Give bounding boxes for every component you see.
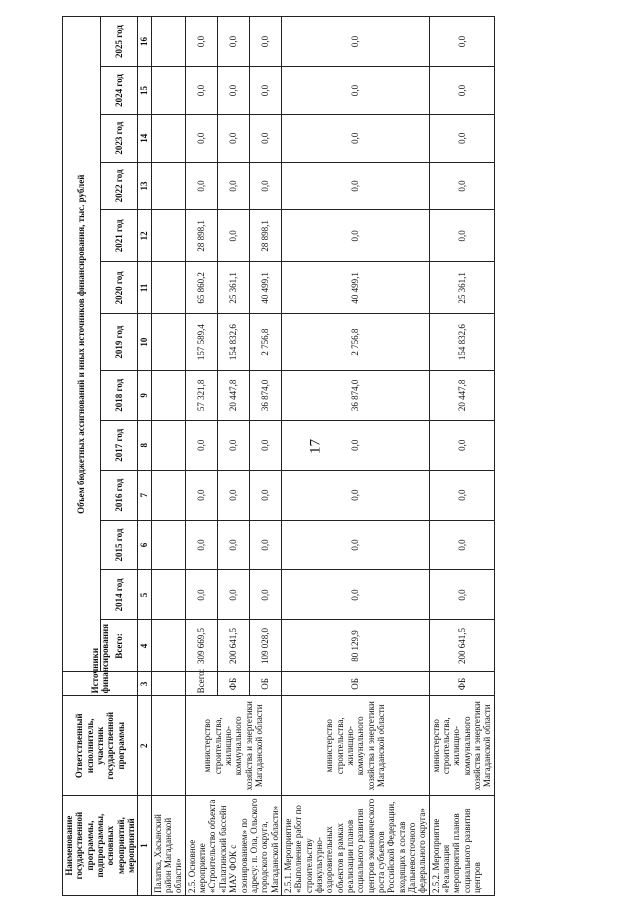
page-number: 17 bbox=[307, 439, 324, 454]
column-number: 12 bbox=[138, 210, 151, 262]
row-value: 0,0 bbox=[249, 114, 281, 162]
row-name: 2.5. Основное мероприятие «Строительство объекта «Палатинский бассейн МАУ ФОК с озонированием» по адресу: п. Ола, Ольского городского округа, Магаданской области» bbox=[185, 796, 281, 896]
row-value bbox=[151, 314, 185, 370]
row-value bbox=[151, 162, 185, 210]
column-number: 14 bbox=[138, 114, 151, 162]
row-source: Всего: bbox=[185, 672, 217, 696]
column-number: 9 bbox=[138, 370, 151, 420]
row-value: 0,0 bbox=[281, 570, 429, 620]
row-value bbox=[151, 114, 185, 162]
row-value bbox=[151, 520, 185, 570]
row-value: 2 756,8 bbox=[249, 314, 281, 370]
row-value: 0,0 bbox=[429, 162, 494, 210]
row-value: 20 447,8 bbox=[429, 370, 494, 420]
row-value: 0,0 bbox=[249, 420, 281, 470]
row-value: 0,0 bbox=[217, 520, 249, 570]
column-number: 6 bbox=[138, 520, 151, 570]
row-value: 0,0 bbox=[429, 520, 494, 570]
column-number: 4 bbox=[138, 620, 151, 672]
row-value: 40 499,1 bbox=[249, 262, 281, 314]
row-executor: министерство строительства, жилищно-коммунального хозяйства и энергетики Магаданской области bbox=[185, 696, 281, 796]
header-year: 2021 год bbox=[100, 210, 138, 262]
row-value: 36 874,0 bbox=[281, 370, 429, 420]
row-value bbox=[151, 570, 185, 620]
row-value: 0,0 bbox=[217, 114, 249, 162]
row-name: Палатка, Хасынский район Магаданской области» bbox=[151, 796, 185, 896]
row-value bbox=[151, 262, 185, 314]
header-year: 2024 год bbox=[100, 67, 138, 115]
row-value: 157 589,4 bbox=[185, 314, 217, 370]
column-number: 1 bbox=[138, 796, 151, 896]
column-number: 5 bbox=[138, 570, 151, 620]
row-value: 28 898,1 bbox=[249, 210, 281, 262]
row-total: 80 129,9 bbox=[281, 620, 429, 672]
row-value: 0,0 bbox=[281, 114, 429, 162]
row-executor bbox=[151, 696, 185, 796]
row-value: 0,0 bbox=[249, 570, 281, 620]
row-value: 28 898,1 bbox=[185, 210, 217, 262]
column-number: 16 bbox=[138, 17, 151, 67]
row-value: 0,0 bbox=[217, 162, 249, 210]
row-value bbox=[151, 67, 185, 115]
header-name: Наименование государственной программы, подпрограммы, основных мероприятий, мероприятий bbox=[63, 796, 138, 896]
row-value: 0,0 bbox=[217, 67, 249, 115]
row-value: 0,0 bbox=[429, 17, 494, 67]
row-value: 0,0 bbox=[249, 520, 281, 570]
row-value: 0,0 bbox=[281, 420, 429, 470]
table-row bbox=[281, 17, 429, 896]
row-value: 0,0 bbox=[217, 470, 249, 520]
header-executor: Ответственный исполнитель, участник государственной программы bbox=[63, 696, 138, 796]
header-source: Источники финансирования bbox=[63, 672, 138, 696]
row-total: 200 641,5 bbox=[217, 620, 249, 672]
row-value: 0,0 bbox=[185, 67, 217, 115]
row-executor: министерство строительства, жилищно-коммунального хозяйства и энергетики Магаданской области bbox=[429, 696, 494, 796]
header-total: Всего: bbox=[100, 620, 138, 672]
header-year: 2015 год bbox=[100, 520, 138, 570]
row-value: 0,0 bbox=[217, 570, 249, 620]
row-value: 0,0 bbox=[185, 570, 217, 620]
row-total: 309 669,5 bbox=[185, 620, 217, 672]
row-value: 0,0 bbox=[429, 570, 494, 620]
row-total bbox=[151, 620, 185, 672]
row-value: 154 832,6 bbox=[217, 314, 249, 370]
row-name: 2.5.1. Мероприятие «Выполнение работ по строительству физкультурно-оздоровительных объектов в рамках реализации планов социального развития центров экономического роста субъектов Российской Федерации, входящих в состав Дальневосточного федерального округа» bbox=[281, 796, 429, 896]
row-value: 0,0 bbox=[185, 162, 217, 210]
row-value bbox=[151, 370, 185, 420]
row-value: 0,0 bbox=[185, 420, 217, 470]
column-number: 13 bbox=[138, 162, 151, 210]
row-value: 0,0 bbox=[185, 17, 217, 67]
budget-table-rotated bbox=[62, 16, 612, 896]
row-value: 154 832,6 bbox=[429, 314, 494, 370]
row-value: 0,0 bbox=[185, 520, 217, 570]
row-value: 0,0 bbox=[281, 210, 429, 262]
row-total: 200 641,5 bbox=[429, 620, 494, 672]
row-value: 0,0 bbox=[429, 210, 494, 262]
column-number: 7 bbox=[138, 470, 151, 520]
header-year: 2025 год bbox=[100, 17, 138, 67]
header-year: 2017 год bbox=[100, 420, 138, 470]
column-number: 3 bbox=[138, 672, 151, 696]
row-value: 65 860,2 bbox=[185, 262, 217, 314]
row-value: 36 874,0 bbox=[249, 370, 281, 420]
row-value: 0,0 bbox=[429, 67, 494, 115]
row-value: 0,0 bbox=[217, 420, 249, 470]
row-value: 0,0 bbox=[249, 162, 281, 210]
header-budget: Объем бюджетных ассигнований и иных источников финансирования, тыс. рублей bbox=[63, 17, 101, 672]
column-number: 15 bbox=[138, 67, 151, 115]
row-value: 0,0 bbox=[281, 520, 429, 570]
row-value: 0,0 bbox=[217, 210, 249, 262]
row-source: ОБ bbox=[281, 672, 429, 696]
budget-table bbox=[62, 16, 495, 896]
row-value: 0,0 bbox=[249, 470, 281, 520]
row-name: 2.5.2. Мероприятие «Реализация мероприятий планов социального развития центров bbox=[429, 796, 494, 896]
row-executor: министерство строительства, жилищно-коммунального хозяйства и энергетики Магаданской области bbox=[281, 696, 429, 796]
header-year: 2014 год bbox=[100, 570, 138, 620]
column-number: 2 bbox=[138, 696, 151, 796]
row-value: 0,0 bbox=[185, 114, 217, 162]
header-year: 2020 год bbox=[100, 262, 138, 314]
column-number: 11 bbox=[138, 262, 151, 314]
row-source: ОБ bbox=[249, 672, 281, 696]
row-value: 57 321,8 bbox=[185, 370, 217, 420]
row-value: 2 756,8 bbox=[281, 314, 429, 370]
row-source bbox=[151, 672, 185, 696]
table-row bbox=[151, 17, 185, 896]
header-year: 2022 год bbox=[100, 162, 138, 210]
row-value: 0,0 bbox=[249, 67, 281, 115]
row-value: 0,0 bbox=[429, 420, 494, 470]
row-value bbox=[151, 210, 185, 262]
header-year: 2018 год bbox=[100, 370, 138, 420]
row-source: ФБ bbox=[429, 672, 494, 696]
row-value bbox=[151, 420, 185, 470]
table-row bbox=[429, 17, 494, 896]
row-value: 0,0 bbox=[217, 17, 249, 67]
row-source: ФБ bbox=[217, 672, 249, 696]
row-value bbox=[151, 17, 185, 67]
header-year: 2023 год bbox=[100, 114, 138, 162]
row-value: 25 361,1 bbox=[217, 262, 249, 314]
row-value: 25 361,1 bbox=[429, 262, 494, 314]
row-value: 20 447,8 bbox=[217, 370, 249, 420]
row-total: 109 028,0 bbox=[249, 620, 281, 672]
row-value: 0,0 bbox=[281, 67, 429, 115]
row-value bbox=[151, 470, 185, 520]
row-value: 0,0 bbox=[185, 470, 217, 520]
row-value: 0,0 bbox=[429, 114, 494, 162]
row-value: 0,0 bbox=[249, 17, 281, 67]
row-value: 0,0 bbox=[281, 470, 429, 520]
row-value: 0,0 bbox=[429, 470, 494, 520]
row-value: 0,0 bbox=[281, 17, 429, 67]
column-number: 8 bbox=[138, 420, 151, 470]
header-year: 2016 год bbox=[100, 470, 138, 520]
row-value: 0,0 bbox=[281, 162, 429, 210]
row-value: 40 499,1 bbox=[281, 262, 429, 314]
header-year: 2019 год bbox=[100, 314, 138, 370]
column-number: 10 bbox=[138, 314, 151, 370]
table-row bbox=[185, 17, 217, 896]
